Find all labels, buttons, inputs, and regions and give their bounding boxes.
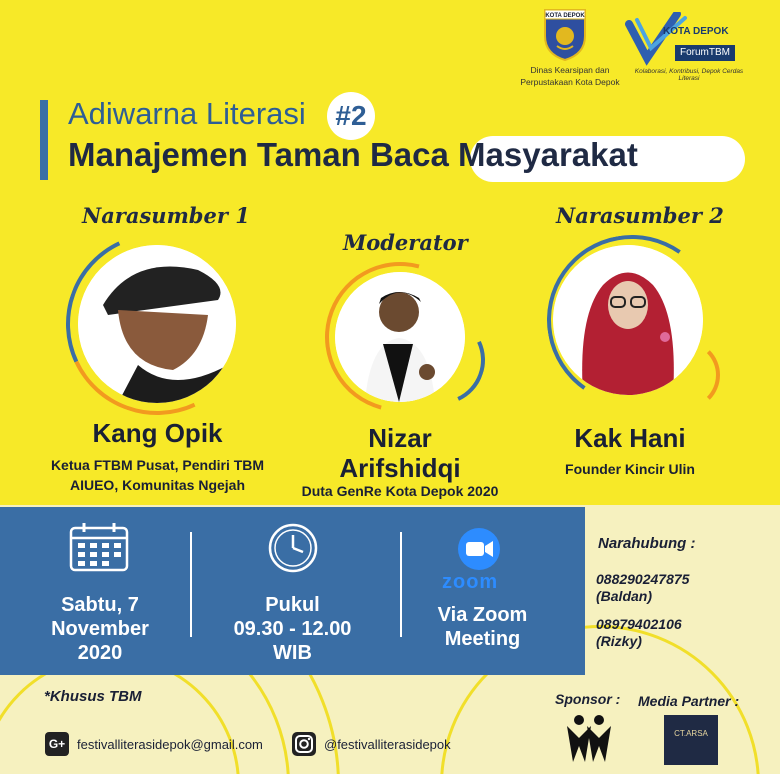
speaker-2-description: Founder Kincir Ulin: [565, 461, 695, 477]
info-divider: [190, 532, 192, 637]
forum-tbm-name: ForumTBM: [675, 45, 735, 61]
contact-name: (Baldan): [596, 588, 652, 604]
moderator-description: Duta GenRe Kota Depok 2020: [301, 483, 499, 499]
moderator-role: Moderator: [343, 230, 468, 255]
date-line: Sabtu, 7: [61, 594, 139, 616]
moderator-name: [300, 423, 500, 483]
instagram-handle[interactable]: @festivalliterasidepok: [324, 737, 451, 752]
time-line: Pukul: [265, 594, 320, 616]
instagram-icon: [292, 732, 316, 756]
description-line: Ketua FTBM Pusat, Pendiri TBM: [50, 457, 265, 473]
caption-line: Perpustakaan Kota Depok: [520, 77, 620, 87]
contact-phone: 08979402106: [596, 616, 682, 632]
kota-depok-logo: [535, 6, 595, 62]
media-partner-label: Media Partner :: [638, 693, 740, 709]
name-line: Arifshidqi: [339, 453, 461, 483]
photo-arc: [650, 340, 720, 410]
speaker-1-photo: [78, 245, 236, 403]
description-line: AIUEO, Komunitas Ngejah: [69, 477, 246, 493]
kota-depok-caption: [510, 64, 630, 88]
date-line: 2020: [77, 642, 123, 664]
platform-line: Via Zoom: [437, 604, 528, 626]
event-date: [20, 593, 180, 665]
event-platform: [410, 603, 555, 651]
time-line: 09.30 - 12.00: [233, 618, 352, 640]
contact-label: Narahubung :: [598, 535, 696, 552]
contact-person-1: [596, 571, 689, 605]
title-accent-bar: [40, 100, 48, 180]
clock-icon: [267, 522, 319, 574]
caption-line: Dinas Kearsipan dan: [530, 65, 610, 75]
media-partner-logo: CT.ARSA: [664, 715, 718, 765]
zoom-camera-icon: [457, 527, 501, 571]
google-plus-icon: G+: [45, 732, 69, 756]
contact-person-2: [596, 616, 682, 650]
info-divider: [400, 532, 402, 637]
speaker-1-description: [20, 455, 295, 495]
forum-tbm-tagline: Kolaborasi, Kontribusi, Depok Cerdas Literasi: [634, 68, 744, 82]
event-time: [200, 593, 385, 665]
speaker-2-name: Kak Hani: [574, 423, 686, 453]
sponsor-label: Sponsor :: [555, 691, 621, 707]
speaker-1-role: Narasumber 1: [82, 203, 250, 228]
contact-name: (Rizky): [596, 633, 642, 649]
contact-email[interactable]: festivalliterasidepok@gmail.com: [77, 737, 263, 752]
forum-tbm-city: KOTA DEPOK: [663, 26, 729, 37]
contact-phone: 088290247875: [596, 571, 690, 587]
speaker-1-name: Kang Opik: [92, 418, 223, 448]
forum-tbm-logo: [625, 12, 750, 72]
name-line: Nizar: [368, 423, 432, 453]
sponsor-logo: [565, 712, 613, 764]
logo-badge-text: KOTA DEPOK: [545, 13, 585, 19]
page-title: Manajemen Taman Baca Masyarakat: [68, 136, 638, 173]
speaker-2-role: Narasumber 2: [556, 203, 724, 228]
date-line: November: [51, 618, 149, 640]
event-series-name: Adiwarna Literasi: [68, 96, 306, 131]
audience-note: *Khusus TBM: [44, 688, 142, 705]
time-line: WIB: [273, 642, 312, 664]
platform-line: Meeting: [444, 628, 521, 650]
zoom-logo: zoom: [442, 571, 499, 593]
calendar-icon: [69, 522, 129, 572]
episode-number-badge: #2: [327, 92, 375, 140]
